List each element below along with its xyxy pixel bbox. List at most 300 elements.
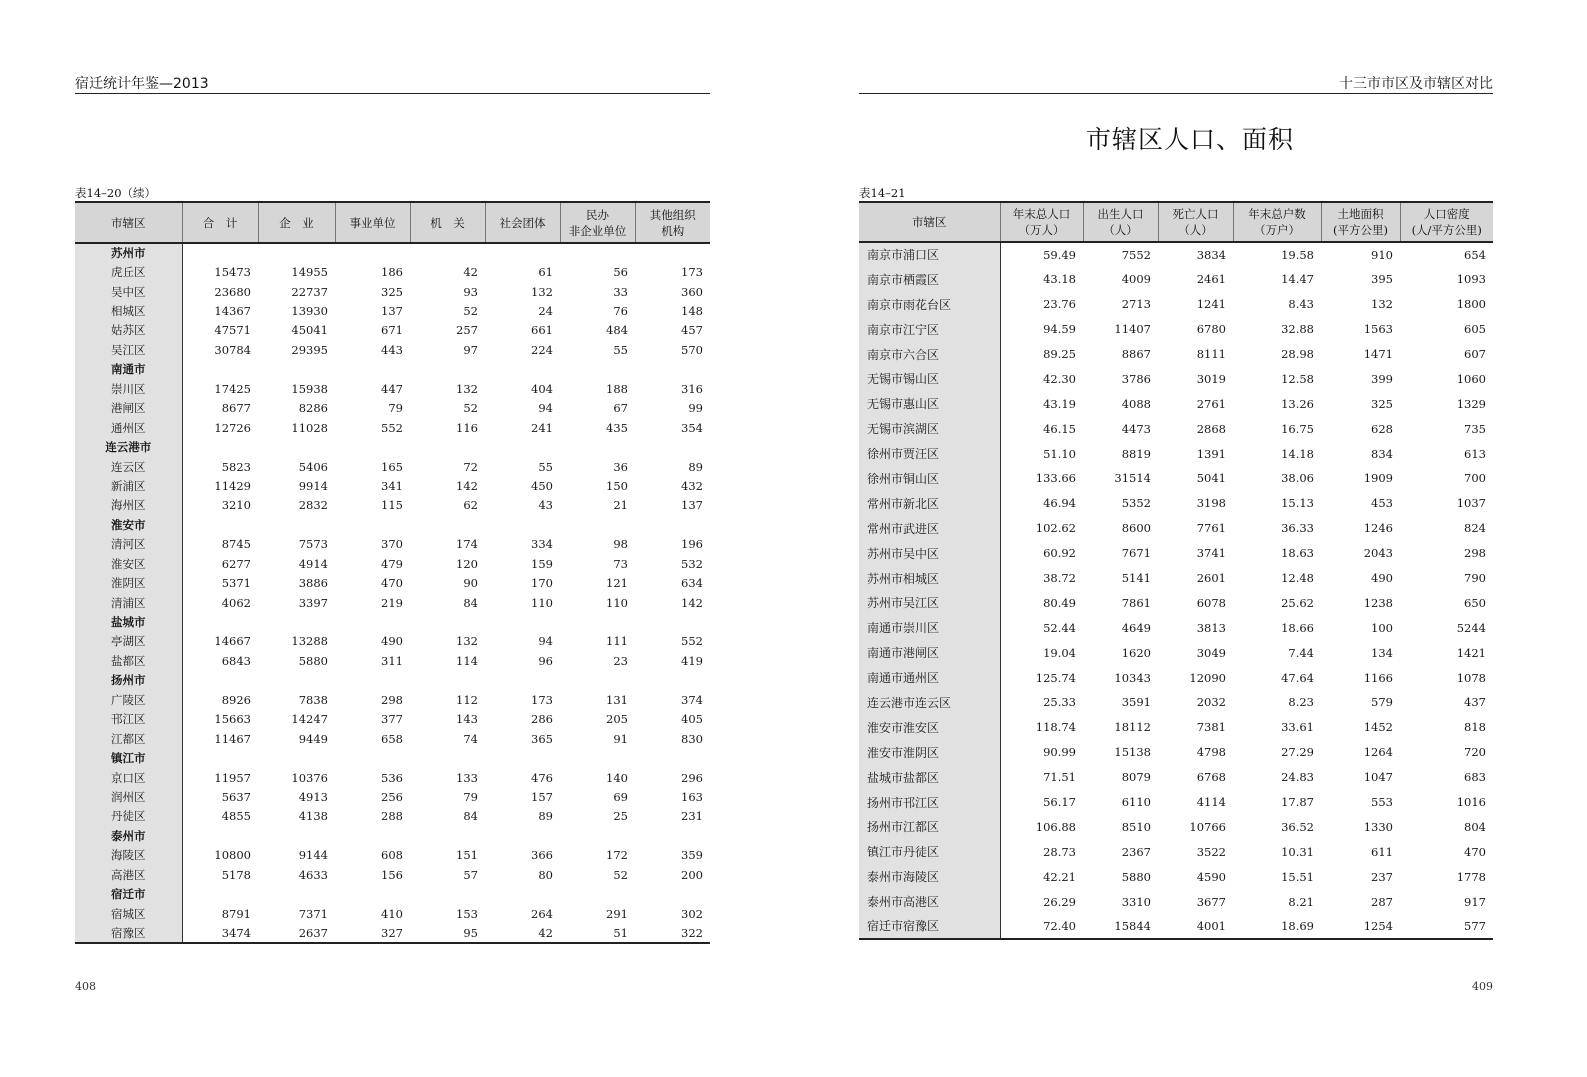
cell-value: 5880	[298, 653, 328, 668]
district-name: 宿城区	[75, 904, 182, 923]
cell-value: 3741	[1196, 546, 1226, 561]
cell-value: 36.52	[1281, 819, 1314, 834]
district-name: 泰州市海陵区	[859, 864, 1000, 889]
cell-value: 18112	[1114, 720, 1151, 735]
cell-value: 1421	[1456, 645, 1486, 660]
district-name: 清河区	[75, 535, 182, 554]
district-name: 徐州市贾汪区	[859, 441, 1000, 466]
cell-value: 132	[456, 381, 478, 396]
cell-value: 72.40	[1043, 918, 1076, 933]
district-name: 徐州市铜山区	[859, 466, 1000, 491]
table-row	[75, 690, 710, 709]
cell-value: 579	[1371, 695, 1393, 710]
cell-value: 36	[613, 459, 628, 474]
table-header-row	[75, 202, 710, 243]
table-row	[75, 554, 710, 573]
cell-value: 4855	[221, 809, 251, 824]
cell-value: 143	[456, 712, 478, 727]
cell-value: 7671	[1121, 546, 1151, 561]
cell-value: 51	[613, 925, 628, 940]
cell-value	[335, 826, 410, 845]
cell-value: 153	[456, 906, 478, 921]
cell-value: 36.33	[1281, 521, 1314, 536]
cell-value: 1909	[1363, 471, 1393, 486]
cell-value: 7838	[298, 692, 328, 707]
cell-value: 1246	[1363, 521, 1393, 536]
cell-value: 56.17	[1043, 795, 1076, 810]
cell-value: 131	[606, 692, 628, 707]
district-name: 亭湖区	[75, 632, 182, 651]
cell-value: 12726	[214, 420, 251, 435]
cell-value	[410, 243, 485, 262]
cell-value: 359	[681, 848, 703, 863]
cell-value: 134	[1371, 645, 1393, 660]
district-name: 姑苏区	[75, 321, 182, 340]
city-name: 淮安市	[75, 515, 182, 534]
cell-value	[410, 884, 485, 903]
district-name: 海州区	[75, 496, 182, 515]
cell-value: 830	[681, 731, 703, 746]
cell-value	[485, 826, 560, 845]
header-rule-left	[75, 93, 710, 94]
cell-value: 10343	[1114, 670, 1151, 685]
city-name: 扬州市	[75, 671, 182, 690]
cell-value: 4138	[298, 809, 328, 824]
cell-value: 132	[1371, 297, 1393, 312]
cell-value: 200	[681, 867, 703, 882]
cell-value: 6768	[1196, 770, 1226, 785]
table-row	[859, 292, 1493, 317]
cell-value: 4798	[1196, 745, 1226, 760]
cell-value: 8791	[221, 906, 251, 921]
cell-value	[560, 515, 635, 534]
district-name: 崇川区	[75, 379, 182, 398]
cell-value: 89.25	[1043, 347, 1076, 361]
cell-value: 735	[1464, 421, 1486, 436]
cell-value: 25.62	[1281, 595, 1314, 610]
right-page	[793, 0, 1587, 1077]
cell-value: 532	[681, 556, 703, 571]
cell-value	[485, 884, 560, 903]
table-row	[75, 846, 710, 865]
cell-value	[335, 360, 410, 379]
cell-value	[182, 437, 258, 456]
cell-value: 7371	[298, 906, 328, 921]
cell-value: 97	[463, 342, 478, 357]
cell-value: 1329	[1456, 396, 1486, 411]
district-name: 泰州市高港区	[859, 889, 1000, 914]
cell-value: 4914	[298, 556, 328, 571]
cell-value: 298	[381, 692, 403, 707]
cell-value: 628	[1371, 421, 1393, 436]
table-row	[75, 923, 710, 942]
cell-value: 311	[381, 653, 403, 668]
cell-value: 14955	[291, 265, 328, 280]
cell-value: 435	[606, 420, 628, 435]
cell-value: 10376	[291, 770, 328, 785]
cell-value: 490	[381, 634, 403, 649]
table-row	[859, 765, 1493, 790]
cell-value: 163	[681, 789, 703, 804]
cell-value: 1778	[1456, 869, 1486, 884]
cell-value: 804	[1464, 819, 1486, 834]
cell-value: 84	[463, 809, 478, 824]
cell-value: 1264	[1363, 745, 1393, 760]
cell-value: 137	[681, 498, 703, 513]
district-name: 京口区	[75, 768, 182, 787]
district-name: 高港区	[75, 865, 182, 884]
table-row	[859, 441, 1493, 466]
cell-value: 553	[1371, 795, 1393, 810]
cell-value: 366	[531, 848, 553, 863]
city-name: 盐城市	[75, 612, 182, 631]
cell-value: 12090	[1189, 670, 1226, 685]
table-row	[859, 814, 1493, 839]
cell-value: 55	[613, 342, 628, 357]
cell-value: 2637	[298, 925, 328, 940]
cell-value: 14367	[214, 304, 251, 319]
cell-value	[258, 826, 335, 845]
city-group-row	[75, 515, 710, 534]
page-number-left: 408	[75, 980, 96, 993]
cell-value	[410, 360, 485, 379]
cell-value: 437	[1464, 695, 1486, 710]
cell-value: 3397	[298, 595, 328, 610]
cell-value	[258, 360, 335, 379]
district-name: 吴中区	[75, 282, 182, 301]
cell-value	[635, 437, 710, 456]
cell-value	[182, 612, 258, 631]
cell-value: 25.33	[1043, 695, 1076, 710]
cell-value: 370	[381, 537, 403, 552]
column-header: 土地面积 (平方公里)	[1321, 202, 1400, 242]
cell-value	[335, 884, 410, 903]
district-name: 南京市六合区	[859, 342, 1000, 367]
cell-value: 8286	[298, 401, 328, 416]
table-row	[75, 457, 710, 476]
cell-value: 52	[463, 304, 478, 319]
city-group-row	[75, 748, 710, 767]
cell-value: 484	[606, 323, 628, 338]
cell-value: 6843	[221, 653, 251, 668]
cell-value: 52.44	[1043, 620, 1076, 635]
district-name: 盐城市盐都区	[859, 765, 1000, 790]
page-number-right: 409	[1472, 980, 1493, 993]
cell-value: 834	[1371, 446, 1393, 461]
district-name: 相城区	[75, 301, 182, 320]
column-header: 死亡人口 （人）	[1158, 202, 1233, 242]
cell-value	[258, 515, 335, 534]
column-header: 出生人口 （人）	[1083, 202, 1158, 242]
cell-value: 2032	[1196, 695, 1226, 710]
cell-value: 151	[456, 848, 478, 863]
cell-value: 5041	[1196, 471, 1226, 486]
cell-value: 1620	[1121, 645, 1151, 660]
cell-value: 5823	[221, 459, 251, 474]
cell-value: 3310	[1121, 894, 1151, 909]
district-name: 扬州市江都区	[859, 814, 1000, 839]
cell-value: 18.66	[1281, 620, 1314, 635]
cell-value: 3198	[1196, 496, 1226, 511]
table-row	[75, 282, 710, 301]
cell-value: 2601	[1196, 571, 1226, 586]
table-row	[75, 768, 710, 787]
cell-value: 6277	[221, 556, 251, 571]
cell-value: 1047	[1363, 770, 1393, 785]
cell-value: 10.31	[1281, 844, 1314, 859]
cell-value: 11467	[214, 731, 251, 746]
cell-value: 334	[531, 537, 553, 552]
cell-value	[635, 360, 710, 379]
cell-value: 8510	[1121, 819, 1151, 834]
cell-value: 13288	[291, 634, 328, 649]
cell-value: 490	[1371, 571, 1393, 586]
cell-value: 10766	[1189, 819, 1226, 834]
cell-value: 219	[381, 595, 403, 610]
cell-value: 133	[456, 770, 478, 785]
cell-value: 5880	[1121, 869, 1151, 884]
table-row	[859, 566, 1493, 591]
cell-value: 7.44	[1288, 645, 1314, 660]
cell-value: 256	[381, 789, 403, 804]
cell-value	[485, 360, 560, 379]
district-name: 港闸区	[75, 399, 182, 418]
cell-value: 322	[681, 925, 703, 940]
column-header: 年末总户数 （万户）	[1233, 202, 1321, 242]
cell-value: 241	[531, 420, 553, 435]
cell-value: 106.88	[1035, 819, 1076, 834]
cell-value	[485, 671, 560, 690]
city-group-row	[75, 671, 710, 690]
cell-value: 9144	[298, 848, 328, 863]
table-row	[75, 865, 710, 884]
district-name: 江都区	[75, 729, 182, 748]
cell-value: 1016	[1456, 795, 1486, 810]
cell-value: 1238	[1363, 595, 1393, 610]
cell-value: 16.75	[1281, 421, 1314, 436]
cell-value: 611	[1371, 844, 1393, 859]
cell-value: 3786	[1121, 371, 1151, 386]
district-name: 通州区	[75, 418, 182, 437]
cell-value: 298	[1464, 546, 1486, 561]
cell-value	[258, 437, 335, 456]
cell-value: 6780	[1196, 322, 1226, 337]
cell-value	[182, 360, 258, 379]
table-row	[859, 715, 1493, 740]
cell-value: 89	[538, 809, 553, 824]
cell-value: 125.74	[1035, 670, 1076, 685]
cell-value: 100	[1371, 620, 1393, 635]
district-name: 苏州市相城区	[859, 566, 1000, 591]
cell-value: 231	[681, 809, 703, 824]
cell-value: 5371	[221, 576, 251, 591]
cell-value: 470	[381, 576, 403, 591]
cell-value: 150	[606, 478, 628, 493]
cell-value: 443	[381, 342, 403, 357]
cell-value	[410, 437, 485, 456]
cell-value	[635, 243, 710, 262]
table-row	[75, 496, 710, 515]
cell-value: 121	[606, 576, 628, 591]
cell-value: 453	[1371, 496, 1393, 511]
table-row	[859, 391, 1493, 416]
cell-value: 12.58	[1281, 371, 1314, 386]
cell-value: 354	[681, 420, 703, 435]
cell-value: 2832	[298, 498, 328, 513]
header-rule-right	[859, 93, 1493, 94]
cell-value: 302	[681, 906, 703, 921]
cell-value: 395	[1371, 272, 1393, 287]
cell-value: 824	[1464, 521, 1486, 536]
table-row	[75, 904, 710, 923]
cell-value	[560, 243, 635, 262]
cell-value: 23680	[214, 284, 251, 299]
district-name: 苏州市吴江区	[859, 590, 1000, 615]
cell-value: 76	[613, 304, 628, 319]
cell-value	[635, 612, 710, 631]
cell-value: 133.66	[1035, 471, 1076, 486]
cell-value: 4114	[1196, 795, 1226, 810]
table-row	[859, 242, 1493, 267]
cell-value	[485, 748, 560, 767]
cell-value: 110	[606, 595, 628, 610]
cell-value: 7761	[1196, 521, 1226, 536]
cell-value: 84	[463, 595, 478, 610]
district-name: 淮安市淮安区	[859, 715, 1000, 740]
district-name: 淮安区	[75, 554, 182, 573]
cell-value: 15938	[291, 381, 328, 396]
district-name: 南京市浦口区	[859, 242, 1000, 267]
cell-value	[485, 515, 560, 534]
cell-value: 476	[531, 770, 553, 785]
district-name: 海陵区	[75, 846, 182, 865]
cell-value: 26.29	[1043, 894, 1076, 909]
district-name: 南京市江宁区	[859, 317, 1000, 342]
cell-value: 2367	[1121, 844, 1151, 859]
cell-value	[182, 748, 258, 767]
table-row	[75, 729, 710, 748]
cell-value: 671	[381, 323, 403, 338]
cell-value: 14667	[214, 634, 251, 649]
district-name: 连云港市连云区	[859, 690, 1000, 715]
table-row	[75, 632, 710, 651]
cell-value: 1800	[1456, 297, 1486, 312]
table-row	[859, 740, 1493, 765]
cell-value: 142	[456, 478, 478, 493]
cell-value: 552	[381, 420, 403, 435]
cell-value: 25	[613, 809, 628, 824]
cell-value: 3049	[1196, 645, 1226, 660]
cell-value	[410, 671, 485, 690]
city-name: 苏州市	[75, 243, 182, 262]
cell-value: 7552	[1121, 247, 1151, 262]
district-name: 新浦区	[75, 476, 182, 495]
cell-value: 3591	[1121, 695, 1151, 710]
cell-value: 205	[606, 712, 628, 727]
table-row	[859, 790, 1493, 815]
cell-value: 1254	[1363, 918, 1393, 933]
cell-value: 3210	[221, 498, 251, 513]
district-name: 润州区	[75, 787, 182, 806]
cell-value: 1078	[1456, 670, 1486, 685]
cell-value	[410, 826, 485, 845]
district-name: 无锡市滨湖区	[859, 416, 1000, 441]
cell-value	[335, 243, 410, 262]
cell-value: 137	[381, 304, 403, 319]
cell-value	[485, 243, 560, 262]
cell-value: 286	[531, 712, 553, 727]
cell-value: 654	[1464, 247, 1486, 262]
cell-value: 296	[681, 770, 703, 785]
table-row	[859, 541, 1493, 566]
city-group-row	[75, 360, 710, 379]
cell-value: 3886	[298, 576, 328, 591]
table-row	[859, 342, 1493, 367]
cell-value: 33	[613, 284, 628, 299]
cell-value	[335, 671, 410, 690]
district-units-table	[75, 201, 710, 944]
cell-value: 5244	[1456, 620, 1486, 635]
cell-value: 170	[531, 576, 553, 591]
district-name: 宿豫区	[75, 923, 182, 942]
cell-value: 325	[381, 284, 403, 299]
cell-value: 11429	[214, 478, 251, 493]
cell-value	[410, 612, 485, 631]
cell-value: 790	[1464, 571, 1486, 586]
cell-value: 613	[1464, 446, 1486, 461]
cell-value: 264	[531, 906, 553, 921]
cell-value: 14.18	[1281, 446, 1314, 461]
district-name: 苏州市吴中区	[859, 541, 1000, 566]
cell-value: 60.92	[1043, 546, 1076, 561]
cell-value: 8819	[1121, 446, 1151, 461]
cell-value: 1166	[1363, 670, 1393, 685]
table-row	[75, 399, 710, 418]
cell-value: 9449	[298, 731, 328, 746]
city-group-row	[75, 884, 710, 903]
cell-value: 43.19	[1043, 396, 1076, 411]
cell-value	[560, 748, 635, 767]
cell-value: 45041	[291, 323, 328, 338]
cell-value: 661	[531, 323, 553, 338]
cell-value: 1037	[1456, 496, 1486, 511]
cell-value	[560, 884, 635, 903]
cell-value: 14247	[291, 712, 328, 727]
cell-value: 24	[538, 304, 553, 319]
cell-value: 61	[538, 265, 553, 280]
cell-value: 288	[381, 809, 403, 824]
cell-value: 1093	[1456, 272, 1486, 287]
cell-value: 80	[538, 867, 553, 882]
cell-value: 4649	[1121, 620, 1151, 635]
table-label-left: 表14–20（续）	[75, 186, 157, 200]
cell-value	[560, 671, 635, 690]
cell-value: 224	[531, 342, 553, 357]
district-name: 邗江区	[75, 710, 182, 729]
cell-value: 1563	[1363, 322, 1393, 337]
cell-value: 634	[681, 576, 703, 591]
cell-value: 32.88	[1281, 322, 1314, 337]
cell-value: 3474	[221, 925, 251, 940]
cell-value: 3834	[1196, 247, 1226, 262]
cell-value: 1471	[1363, 347, 1393, 361]
cell-value: 405	[681, 712, 703, 727]
cell-value: 90.99	[1043, 745, 1076, 760]
district-name: 南通市崇川区	[859, 615, 1000, 640]
cell-value: 51.10	[1043, 446, 1076, 461]
cell-value	[635, 748, 710, 767]
column-header: 社会团体	[485, 202, 560, 243]
